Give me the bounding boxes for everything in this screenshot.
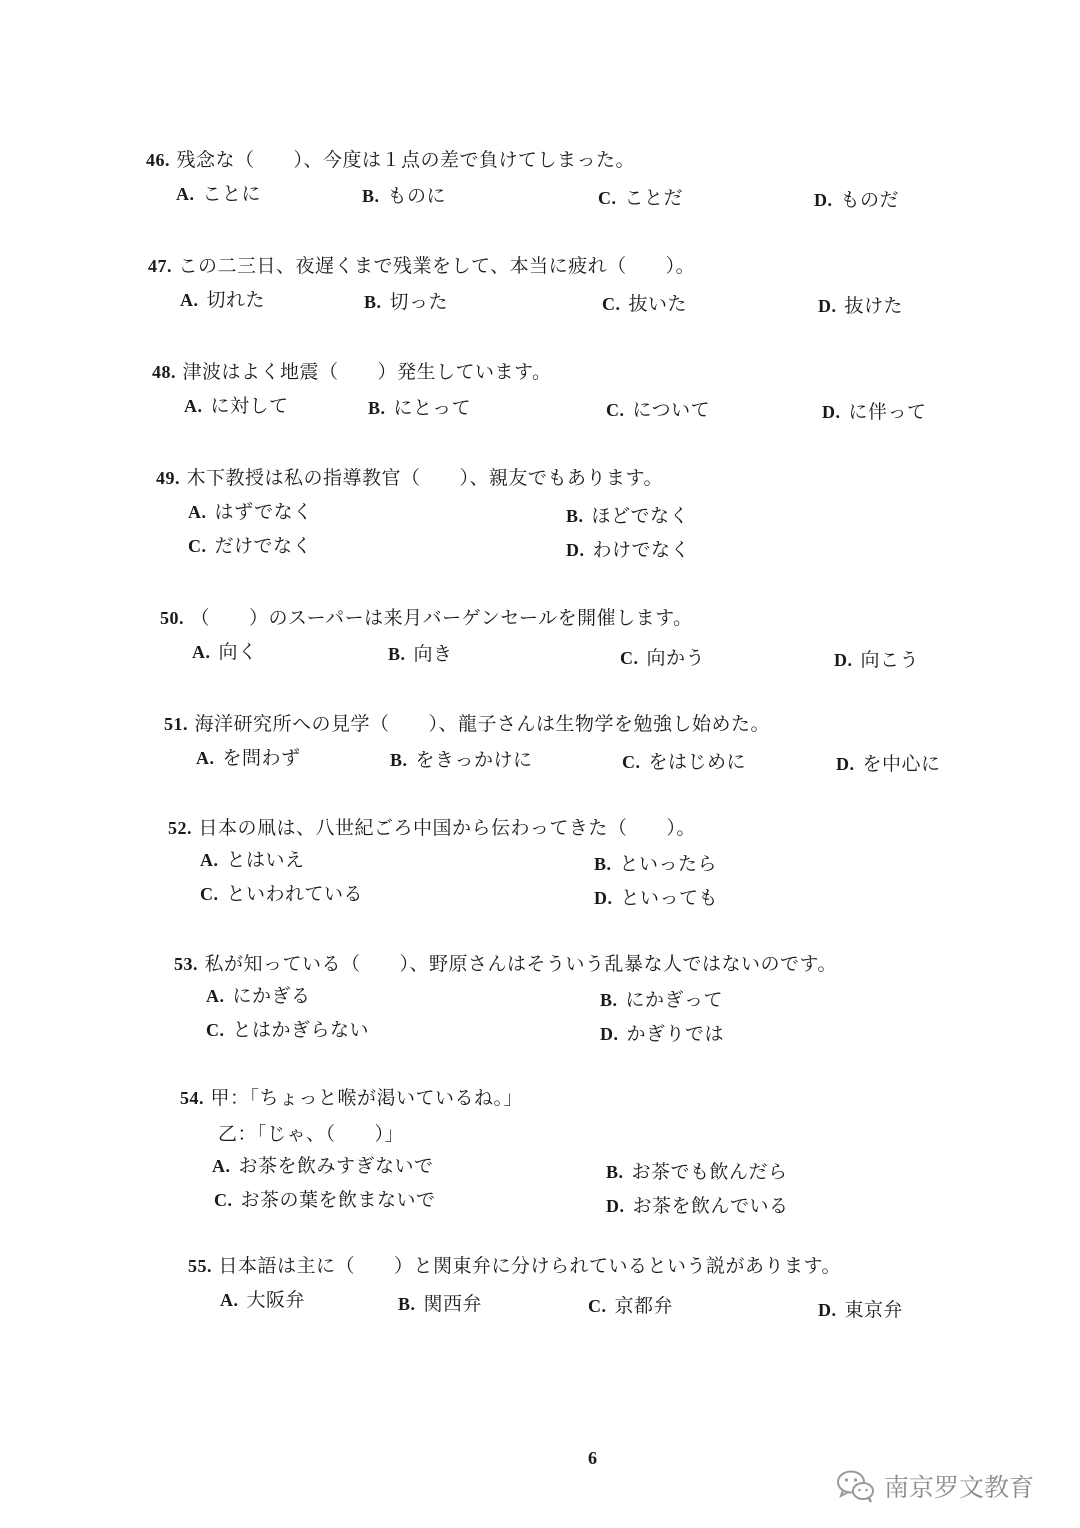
option-d bbox=[818, 1298, 903, 1322]
option-label: B. bbox=[600, 990, 618, 1010]
option-text: 京都弁 bbox=[614, 1295, 674, 1317]
option-text: ものだ bbox=[840, 189, 900, 211]
option-text: 関西弁 bbox=[423, 1293, 483, 1315]
question-number: 51. bbox=[164, 714, 188, 734]
question-number: 47. bbox=[148, 256, 172, 276]
question-number: 52. bbox=[168, 818, 192, 838]
option-c bbox=[588, 1294, 673, 1318]
option-d bbox=[600, 1022, 724, 1046]
stem-text: 日本語は主に（ ）と関東弁に分けられているという説があります。 bbox=[218, 1255, 842, 1277]
option-label: B. bbox=[606, 1162, 624, 1182]
question-number: 46. bbox=[146, 150, 170, 170]
stem-text: 日本の凧は、八世紀ごろ中国から伝わってきた（ ）。 bbox=[198, 817, 696, 839]
option-c bbox=[188, 534, 312, 558]
option-label: D. bbox=[600, 1024, 619, 1044]
option-d bbox=[834, 648, 919, 672]
stem-text: 乙：「じゃ、（ ）」 bbox=[218, 1123, 405, 1145]
option-b bbox=[364, 290, 448, 314]
option-text: だけでなく bbox=[214, 535, 313, 557]
page-number: 6 bbox=[588, 1448, 597, 1468]
option-label: A. bbox=[206, 986, 225, 1006]
option-c bbox=[602, 292, 687, 316]
option-label: B. bbox=[594, 854, 612, 874]
option-text: ほどでなく bbox=[591, 505, 690, 527]
option-c bbox=[200, 882, 363, 906]
stem-text: （ ）のスーパーは来月バーゲンセールを開催します。 bbox=[190, 607, 693, 629]
option-text: ことだ bbox=[624, 187, 684, 209]
question-stem bbox=[168, 816, 696, 840]
question-stem bbox=[164, 712, 770, 736]
option-text: 大阪弁 bbox=[246, 1289, 306, 1311]
question-number: 50. bbox=[160, 608, 184, 628]
stem-text: 木下教授は私の指導教官（ ）、親友でもあります。 bbox=[186, 467, 664, 489]
option-d bbox=[594, 886, 718, 910]
option-d bbox=[836, 752, 941, 776]
option-text: をきっかけに bbox=[415, 749, 533, 771]
question-stem bbox=[152, 360, 552, 384]
option-text: について bbox=[632, 399, 711, 421]
option-label: B. bbox=[398, 1294, 416, 1314]
option-label: D. bbox=[836, 754, 855, 774]
question-stem bbox=[180, 1086, 523, 1110]
option-a bbox=[184, 394, 289, 418]
watermark-text: 南京罗文教育 bbox=[884, 1473, 1035, 1502]
option-b bbox=[600, 988, 723, 1012]
option-label: C. bbox=[622, 752, 641, 772]
watermark bbox=[836, 1466, 1034, 1506]
option-c bbox=[598, 186, 683, 210]
option-label: B. bbox=[388, 644, 406, 664]
question-stem bbox=[160, 606, 693, 630]
option-label: C. bbox=[588, 1296, 607, 1316]
option-label: A. bbox=[188, 502, 207, 522]
option-label: D. bbox=[566, 540, 585, 560]
question-number: 48. bbox=[152, 362, 176, 382]
option-label: C. bbox=[606, 400, 625, 420]
option-label: A. bbox=[200, 850, 219, 870]
option-d bbox=[822, 400, 927, 424]
option-text: といわれている bbox=[226, 883, 364, 905]
question-number: 55. bbox=[188, 1256, 212, 1276]
option-b bbox=[388, 642, 453, 666]
option-text: 東京弁 bbox=[844, 1299, 904, 1321]
option-label: D. bbox=[834, 650, 853, 670]
option-label: A. bbox=[192, 642, 211, 662]
option-label: C. bbox=[200, 884, 219, 904]
option-d bbox=[814, 188, 899, 212]
option-b bbox=[594, 852, 717, 876]
question-stem bbox=[174, 952, 837, 976]
option-text: をはじめに bbox=[648, 751, 747, 773]
option-label: C. bbox=[214, 1190, 233, 1210]
option-label: A. bbox=[184, 396, 203, 416]
option-text: 抜いた bbox=[628, 293, 688, 315]
option-b bbox=[368, 396, 471, 420]
stem-text: 残念な（ ）、今度は１点の差で負けてしまった。 bbox=[176, 149, 636, 171]
option-label: B. bbox=[368, 398, 386, 418]
option-label: B. bbox=[390, 750, 408, 770]
option-text: 向き bbox=[413, 643, 453, 665]
option-label: C. bbox=[602, 294, 621, 314]
option-label: D. bbox=[814, 190, 833, 210]
option-d bbox=[818, 294, 903, 318]
option-text: 向こう bbox=[860, 649, 920, 671]
wechat-icon bbox=[836, 1469, 876, 1503]
option-a bbox=[180, 288, 265, 312]
stem-text: 甲：「ちょっと喉が渇いているね。」 bbox=[210, 1087, 524, 1109]
option-label: A. bbox=[212, 1156, 231, 1176]
option-label: D. bbox=[594, 888, 613, 908]
option-label: A. bbox=[180, 290, 199, 310]
option-text: 切れた bbox=[206, 289, 266, 311]
option-text: にかぎる bbox=[232, 985, 311, 1007]
option-text: といったら bbox=[619, 853, 718, 875]
option-text: 切った bbox=[389, 291, 449, 313]
option-text: に対して bbox=[210, 395, 289, 417]
option-text: に伴って bbox=[848, 401, 927, 423]
question-stem bbox=[146, 148, 635, 172]
option-text: お茶を飲みすぎないで bbox=[238, 1155, 434, 1177]
option-a bbox=[188, 500, 313, 524]
option-b bbox=[566, 504, 689, 528]
option-label: A. bbox=[196, 748, 215, 768]
option-b bbox=[362, 184, 446, 208]
option-text: お茶の葉を飲まないで bbox=[240, 1189, 436, 1211]
option-text: を問わず bbox=[222, 747, 301, 769]
question-stem bbox=[148, 254, 695, 278]
option-b bbox=[390, 748, 533, 772]
option-text: わけでなく bbox=[592, 539, 691, 561]
option-c bbox=[606, 398, 710, 422]
option-a bbox=[206, 984, 311, 1008]
option-text: 抜けた bbox=[844, 295, 904, 317]
option-d bbox=[606, 1194, 789, 1218]
option-a bbox=[192, 640, 258, 664]
question-stem bbox=[156, 466, 663, 490]
question-number: 54. bbox=[180, 1088, 204, 1108]
question-stem-line-2 bbox=[218, 1122, 404, 1146]
option-text: とはかぎらない bbox=[232, 1019, 370, 1041]
question-stem bbox=[188, 1254, 841, 1278]
option-text: を中心に bbox=[862, 753, 941, 775]
option-label: C. bbox=[188, 536, 207, 556]
stem-text: 海洋研究所への見学（ ）、龍子さんは生物学を勉強し始めた。 bbox=[194, 713, 771, 735]
option-text: はずでなく bbox=[214, 501, 313, 523]
option-a bbox=[200, 848, 305, 872]
option-text: 向かう bbox=[646, 647, 706, 669]
option-c bbox=[214, 1188, 436, 1212]
option-b bbox=[398, 1292, 482, 1316]
option-label: C. bbox=[598, 188, 617, 208]
option-text: 向く bbox=[218, 641, 258, 663]
option-text: ものに bbox=[387, 185, 447, 207]
stem-text: 私が知っている（ ）、野原さんはそういう乱暴な人ではないのです。 bbox=[204, 953, 838, 975]
option-text: お茶でも飲んだら bbox=[631, 1161, 788, 1183]
option-label: A. bbox=[220, 1290, 239, 1310]
option-c bbox=[206, 1018, 369, 1042]
option-a bbox=[212, 1154, 434, 1178]
option-text: かぎりでは bbox=[626, 1023, 725, 1045]
option-label: D. bbox=[606, 1196, 625, 1216]
question-number: 49. bbox=[156, 468, 180, 488]
option-label: A. bbox=[176, 184, 195, 204]
option-a bbox=[220, 1288, 305, 1312]
question-number: 53. bbox=[174, 954, 198, 974]
option-label: B. bbox=[364, 292, 382, 312]
option-c bbox=[622, 750, 746, 774]
option-text: といっても bbox=[620, 887, 719, 909]
option-label: C. bbox=[206, 1020, 225, 1040]
option-text: にとって bbox=[393, 397, 472, 419]
stem-text: 津波はよく地震（ ）発生しています。 bbox=[182, 361, 552, 383]
option-d bbox=[566, 538, 690, 562]
option-b bbox=[606, 1160, 788, 1184]
option-label: D. bbox=[818, 1300, 837, 1320]
option-text: ことに bbox=[202, 183, 262, 205]
stem-text: この二三日、夜遅くまで残業をして、本当に疲れ（ ）。 bbox=[178, 255, 696, 277]
option-label: D. bbox=[818, 296, 837, 316]
option-text: とはいえ bbox=[226, 849, 305, 871]
option-a bbox=[196, 746, 301, 770]
option-label: B. bbox=[566, 506, 584, 526]
option-text: にかぎって bbox=[625, 989, 724, 1011]
option-c bbox=[620, 646, 705, 670]
option-label: B. bbox=[362, 186, 380, 206]
option-a bbox=[176, 182, 261, 206]
option-label: D. bbox=[822, 402, 841, 422]
option-text: お茶を飲んでいる bbox=[632, 1195, 789, 1217]
option-label: C. bbox=[620, 648, 639, 668]
